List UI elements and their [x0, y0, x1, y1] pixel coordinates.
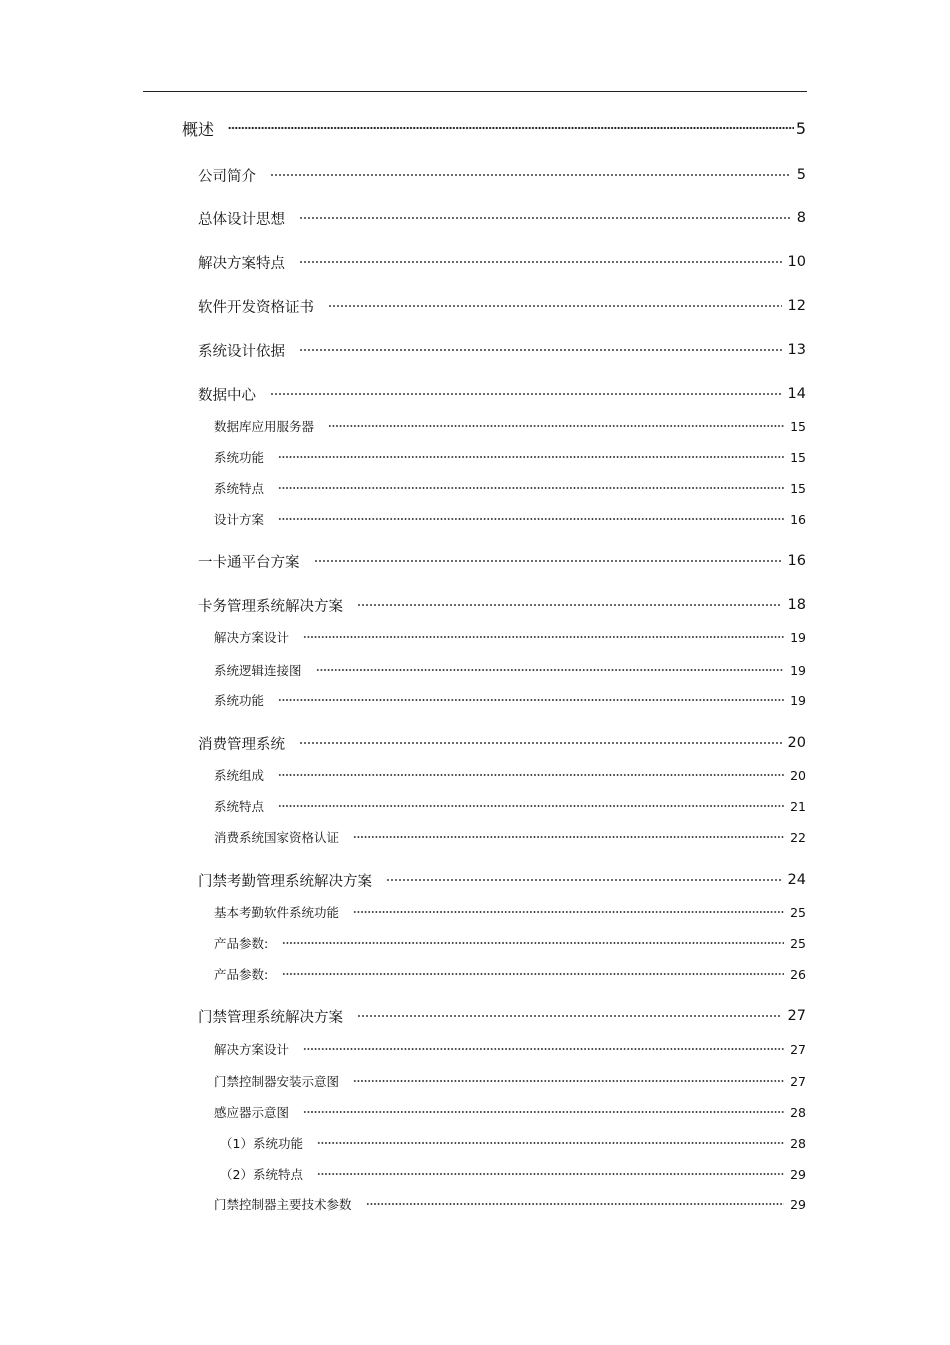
toc-entry-title: 卡务管理系统解决方案 — [198, 598, 343, 615]
toc-entry[interactable] — [214, 628, 806, 646]
toc-entry-page: 25 — [790, 904, 806, 920]
toc-entry[interactable] — [214, 661, 806, 679]
toc-entry-page: 29 — [790, 1196, 806, 1212]
toc-entry[interactable] — [198, 296, 806, 316]
toc-entry-title: 解决方案特点 — [198, 255, 285, 272]
toc-entry-page: 25 — [790, 935, 806, 951]
toc-entry-page: 15 — [790, 449, 806, 465]
toc-entry[interactable] — [214, 828, 806, 846]
toc-entry-page: 10 — [787, 254, 806, 270]
dot-leader — [299, 260, 782, 264]
toc-entry[interactable] — [214, 691, 806, 709]
dot-leader — [357, 603, 782, 607]
dot-leader — [303, 1110, 784, 1114]
toc-entry-page: 18 — [787, 597, 806, 613]
toc-entry-page: 15 — [790, 480, 806, 496]
toc-entry-page: 15 — [790, 418, 806, 434]
toc-entry-page: 19 — [790, 692, 806, 708]
toc-entry[interactable] — [198, 384, 806, 404]
dot-leader — [386, 878, 782, 882]
toc-entry-title: 系统特点 — [214, 481, 265, 496]
toc-entry-title: 门禁控制器主要技术参数 — [214, 1197, 352, 1212]
dot-leader — [299, 216, 791, 220]
dot-leader — [353, 910, 784, 914]
toc-entry-title: 感应器示意图 — [214, 1105, 290, 1120]
dot-leader — [282, 941, 784, 945]
toc-entry-title: （1）系统功能 — [220, 1136, 303, 1151]
toc-entry-title: 公司简介 — [198, 168, 256, 185]
toc-entry-title: 系统功能 — [214, 450, 265, 465]
toc-entry-title: 消费系统国家资格认证 — [214, 830, 340, 845]
toc-entry[interactable] — [214, 417, 806, 435]
dot-leader — [299, 348, 782, 352]
toc-entry-title: 软件开发资格证书 — [198, 299, 314, 316]
toc-entry-page: 8 — [796, 210, 806, 226]
toc-entry[interactable] — [198, 1006, 806, 1026]
dot-leader — [278, 804, 784, 808]
dot-leader — [317, 1141, 784, 1145]
dot-leader — [278, 698, 784, 702]
toc-entry[interactable] — [198, 165, 806, 185]
toc-entry-page: 20 — [787, 735, 806, 751]
toc-entry[interactable] — [182, 118, 806, 138]
toc-entry-title: 一卡通平台方案 — [198, 554, 300, 571]
toc-entry-page: 16 — [790, 511, 806, 527]
toc-entry-title: 系统逻辑连接图 — [214, 663, 302, 678]
toc-entry[interactable] — [198, 733, 806, 753]
toc-entry-page: 20 — [790, 767, 806, 783]
toc-entry[interactable] — [214, 903, 806, 921]
dot-leader — [366, 1202, 785, 1206]
toc-entry[interactable] — [214, 766, 806, 784]
dot-leader — [303, 635, 784, 639]
toc-entry[interactable] — [214, 1103, 806, 1121]
toc-entry-page: 28 — [790, 1104, 806, 1120]
toc-entry-title: 产品参数: — [214, 936, 269, 951]
dot-leader — [357, 1014, 782, 1018]
dot-leader — [314, 559, 782, 563]
toc-entry-title: 消费管理系统 — [198, 736, 285, 753]
toc-entry-title: 门禁考勤管理系统解决方案 — [198, 873, 372, 890]
toc-entry-title: 产品参数: — [214, 967, 269, 982]
dot-leader — [228, 126, 794, 130]
toc-entry[interactable] — [214, 479, 806, 497]
toc-entry-page: 29 — [790, 1166, 806, 1182]
toc-entry[interactable] — [214, 448, 806, 466]
toc-entry-page: 12 — [787, 298, 806, 314]
dot-leader — [303, 1047, 784, 1051]
toc-entry[interactable] — [214, 1040, 806, 1058]
toc-entry[interactable] — [214, 1195, 806, 1213]
toc-entry-page: 27 — [790, 1073, 806, 1089]
toc-entry-title: 概述 — [182, 119, 215, 139]
toc-entry-title: 数据库应用服务器 — [214, 419, 315, 434]
toc-entry[interactable] — [198, 252, 806, 272]
toc-entry-title: 系统设计依据 — [198, 343, 285, 360]
dot-leader — [278, 773, 784, 777]
dot-leader — [353, 835, 784, 839]
dot-leader — [328, 304, 782, 308]
toc-entry-title: 系统功能 — [214, 693, 265, 708]
toc-entry-page: 19 — [790, 662, 806, 678]
toc-entry-title: 设计方案 — [214, 512, 265, 527]
toc-entry[interactable] — [214, 797, 806, 815]
toc-entry[interactable] — [198, 340, 806, 360]
toc-entry[interactable] — [214, 965, 806, 983]
toc-entry-title: 基本考勤软件系统功能 — [214, 905, 340, 920]
toc-entry-title: 解决方案设计 — [214, 1042, 290, 1057]
dot-leader — [270, 392, 782, 396]
toc-entry[interactable] — [214, 510, 806, 528]
dot-leader — [270, 173, 791, 177]
toc-entry-title: 门禁控制器安装示意图 — [214, 1074, 340, 1089]
dot-leader — [278, 455, 784, 459]
toc-entry[interactable] — [220, 1134, 806, 1152]
dot-leader — [282, 972, 784, 976]
toc-entry-page: 19 — [790, 629, 806, 645]
toc-entry-page: 5 — [795, 118, 806, 138]
toc-entry[interactable] — [198, 551, 806, 571]
toc-entry[interactable] — [198, 870, 806, 890]
toc-entry[interactable] — [214, 934, 806, 952]
dot-leader — [316, 668, 785, 672]
dot-leader — [317, 1172, 784, 1176]
toc-entry-page: 14 — [787, 386, 806, 402]
toc-entry-title: 数据中心 — [198, 387, 256, 404]
toc-entry-title: 解决方案设计 — [214, 630, 290, 645]
dot-leader — [353, 1079, 784, 1083]
toc-entry-title: 总体设计思想 — [198, 211, 285, 228]
toc-entry[interactable] — [198, 595, 806, 615]
toc-entry-page: 27 — [790, 1041, 806, 1057]
toc-entry-title: 门禁管理系统解决方案 — [198, 1009, 343, 1026]
toc-entry[interactable] — [198, 208, 806, 228]
dot-leader — [328, 424, 784, 428]
dot-leader — [278, 486, 784, 490]
toc-entry[interactable] — [214, 1072, 806, 1090]
toc-entry[interactable] — [220, 1165, 806, 1183]
dot-leader — [299, 741, 782, 745]
toc-entry-page: 26 — [790, 966, 806, 982]
toc-entry-page: 24 — [787, 872, 806, 888]
toc-entry-title: 系统特点 — [214, 799, 265, 814]
toc-entry-page: 16 — [787, 553, 806, 569]
toc-entry-page: 5 — [796, 167, 806, 183]
toc-entry-page: 22 — [790, 829, 806, 845]
toc-entry-title: 系统组成 — [214, 768, 265, 783]
toc-entry-page: 13 — [787, 342, 806, 358]
toc-entry-page: 21 — [790, 798, 806, 814]
toc-entry-page: 28 — [790, 1135, 806, 1151]
dot-leader — [278, 517, 784, 521]
toc-entry-page: 27 — [787, 1008, 806, 1024]
toc-entry-title: （2）系统特点 — [220, 1167, 303, 1182]
